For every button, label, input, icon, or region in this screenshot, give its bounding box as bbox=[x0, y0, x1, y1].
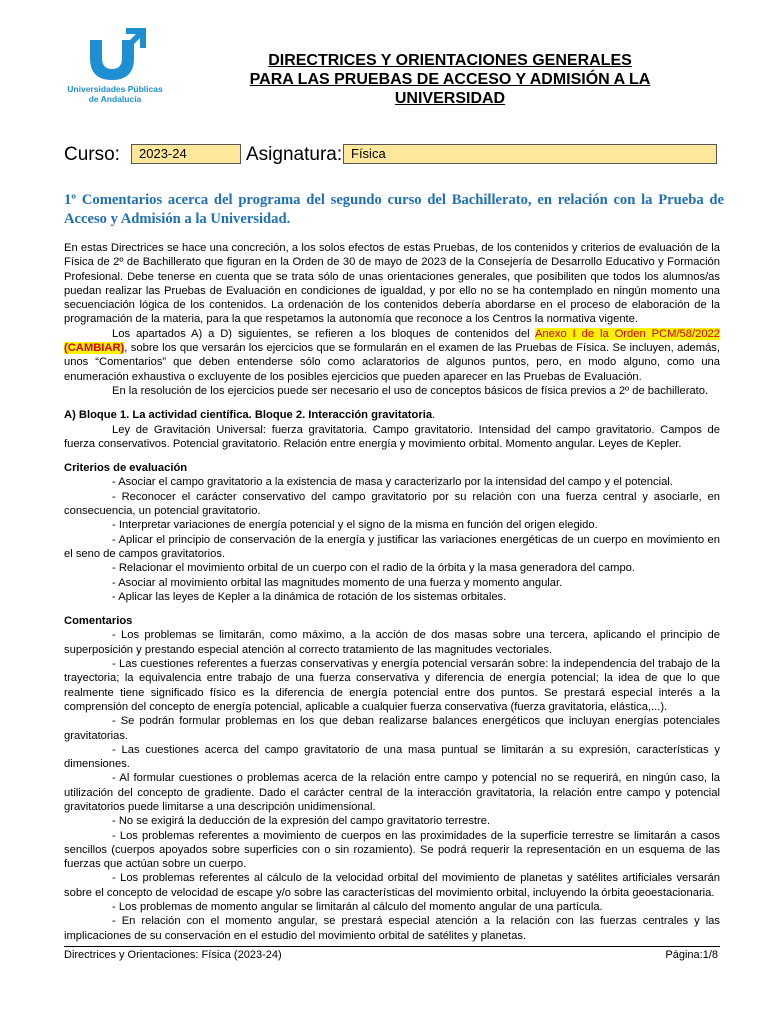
footer-divider bbox=[64, 946, 720, 947]
title-line-3: UNIVERSIDAD bbox=[394, 90, 506, 107]
comentario-item: - No se exigirá la deducción de la expresión del campo gravitatorio terrestre. bbox=[112, 815, 491, 828]
criterio-item: - Aplicar el principio de conservación de la energía y justificar las variaciones energéticas de un cuerpo en movimiento en el seno de campos gravitatorios. bbox=[64, 533, 720, 560]
comentario-item: - Al formular cuestiones o problemas acerca de la relación entre campo y potencial no se requerirá, en ningún caso, la utilización del concepto de gradiente. Dado el carácter central de la interacción gravitatoria, la relación entre campo y potencial gravitatorios puede limitarse a una descripción unidimensional. bbox=[64, 772, 720, 813]
criterio-item: - Asociar el campo gravitatorio a la existencia de masa y caracterizarlo por la intensidad del campo y el potencial. bbox=[112, 476, 673, 489]
intro-p2-end: , sobre los que versarán los ejercicios que se formularán en el examen de las Pruebas de Física. Se incluyen, además, unos “Comentarios” que deben entenderse sólo como aclaratorios de algunos puntos, pero, en modo alguno, como una enumeración exhaustiva o excluyente de los posibles ejercicios que pueden aparecer en las Pruebas de Evaluación. bbox=[64, 342, 720, 383]
orden-reference: Anexo I de la Orden PCM/58/2022 bbox=[534, 327, 720, 340]
university-logo bbox=[56, 26, 174, 110]
criterios-heading: Criterios de evaluación bbox=[64, 462, 188, 475]
title-line-1: DIRECTRICES Y ORIENTACIONES GENERALES bbox=[268, 52, 632, 69]
comentario-item: - Las cuestiones acerca del campo gravitatorio de una masa puntual se limitarán a su expresión, características y dimensiones. bbox=[64, 743, 720, 771]
block-a-text: Ley de Gravitación Universal: fuerza gravitatoria. Campo gravitatorio. Intensidad del campo gravitatorio. Campos de fuerza conservativos. Potencial gravitatorio. Relación entre energía y movimiento orbital. Momento angular. Leyes de Kepler. bbox=[64, 423, 720, 450]
logo-text bbox=[56, 84, 174, 104]
comentarios-heading: Comentarios bbox=[64, 615, 133, 628]
criterio-item: - Reconocer el carácter conservativo del campo gravitatorio por su relación con una fuerza central y asociarle, en consecuencia, un potencial gravitatorio. bbox=[64, 490, 720, 518]
curso-field: 2023-24 bbox=[131, 144, 241, 164]
criterio-item: - Aplicar las leyes de Kepler a la dinámica de rotación de los sistemas orbitales. bbox=[112, 590, 507, 603]
title-line-2: PARA LAS PRUEBAS DE ACCESO Y ADMISIÓN A LA bbox=[249, 71, 651, 88]
comentario-item: - Las cuestiones referentes a fuerzas conservativas y energía potencial versarán sobre: la independencia del trabajo de la trayectoria; la equivalencia entre trabajo de una fuerza conservativa y diferencia de energía potencial; la idea de que lo que realmente tiene significado físico es la diferencia de energía potencial entre dos puntos. Se prestará especial interés a la comprensión del concepto de energía potencial, aplicable a cualquier fuerza conservativa (fuerza gravitatoria, elástica,...). bbox=[64, 658, 720, 713]
comentario-item: - En relación con el momento angular, se prestará especial atención a la relación con las fuerzas centrales y las implicaciones de su conservación en el estudio del movimiento orbital de satélites y planetas. bbox=[64, 915, 720, 942]
comentario-item: - Los problemas se limitarán, como máximo, a la acción de dos masas sobre una tercera, aplicando el principio de superposición y prestando especial atención al correcto tratamiento de las magnitudes vectoriales. bbox=[64, 629, 720, 656]
logo-text-line-1: Universidades Públicas bbox=[67, 84, 163, 94]
document-title bbox=[200, 51, 700, 108]
cambiar-note: (CAMBIAR) bbox=[64, 342, 125, 355]
document-body bbox=[64, 241, 720, 943]
block-a-heading-text: A) Bloque 1. La actividad científica. Bloque 2. Interacción gravitatoria bbox=[64, 409, 433, 422]
criterio-item: - Asociar al movimiento orbital las magnitudes momento de una fuerza y momento angular. bbox=[112, 576, 563, 589]
criterio-item: - Relacionar el movimiento orbital de un cuerpo con el radio de la órbita y la masa generadora del campo. bbox=[112, 562, 635, 575]
intro-p2-start: Los apartados A) a D) siguientes, se refieren a los bloques de contenidos del bbox=[112, 327, 535, 340]
comentario-item: - Se podrán formular problemas en los que deban realizarse balances energéticos que incluyan energías potenciales gravitatorias. bbox=[64, 715, 720, 742]
logo-u-icon bbox=[86, 26, 150, 86]
comentario-item: - Los problemas de momento angular se limitarán al cálculo del momento angular de una partícula. bbox=[112, 901, 603, 914]
curso-label: Curso: bbox=[64, 144, 120, 165]
block-a-heading bbox=[64, 408, 720, 422]
asignatura-field: Física bbox=[343, 144, 717, 164]
criterio-item: - Interpretar variaciones de energía potencial y el signo de la misma en función del origen elegido. bbox=[112, 519, 598, 532]
intro-paragraph-2 bbox=[64, 327, 720, 384]
section-heading: 1º Comentarios acerca del programa del segundo curso del Bachillerato, en relación con la Prueba de Acceso y Admisión a la Universidad. bbox=[64, 192, 724, 227]
comentario-item: - Los problemas referentes a movimiento de cuerpos en las proximidades de la superficie terrestre se limitarán a casos sencillos (cuerpos apoyados sobre superficies con o sin rozamiento). Se podrá requerir la representación en un esquema de las fuerzas que actúan sobre un cuerpo. bbox=[64, 829, 720, 871]
footer-document-name: Directrices y Orientaciones: Física (2023-24) bbox=[64, 949, 282, 961]
intro-paragraph-3: En la resolución de los ejercicios puede ser necesario el uso de conceptos básicos de física previos a 2º de bachillerato. bbox=[112, 384, 709, 397]
intro-paragraph-1: En estas Directrices se hace una concreción, a los solos efectos de estas Pruebas, de los contenidos y criterios de evaluación de la Física de 2º de Bachillerato que figuran en la Orden de 30 de mayo de 2023 de la Consejería de Desarrollo Educativo y Formación Profesional. Debe tenerse en cuenta que se trata sólo de unas orientaciones generales, que posibiliten que todos los alumnos/as puedan realizar las Pruebas de Evaluación en condiciones de igualdad, y por ello no se ha contemplado en ningún momento una secuenciación lógica de los contenidos. La ordenación de los contenidos debería abordarse en el proceso de elaboración de la programación de la materia, para la que respetamos la autonomía que reconoce a los Centros la normativa vigente. bbox=[64, 242, 720, 326]
logo-text-line-2: de Andalucía bbox=[88, 94, 142, 104]
block-a-heading-end: . bbox=[432, 409, 436, 422]
footer-page-number: Página:1/8 bbox=[665, 949, 718, 961]
comentario-item: - Los problemas referentes al cálculo de la velocidad orbital del movimiento de planetas y satélites artificiales versarán sobre el concepto de velocidad de escape y/o sobre las características del movimiento orbital, incluyendo la órbita geoestacionaria. bbox=[64, 872, 720, 899]
asignatura-label: Asignatura: bbox=[246, 144, 343, 165]
